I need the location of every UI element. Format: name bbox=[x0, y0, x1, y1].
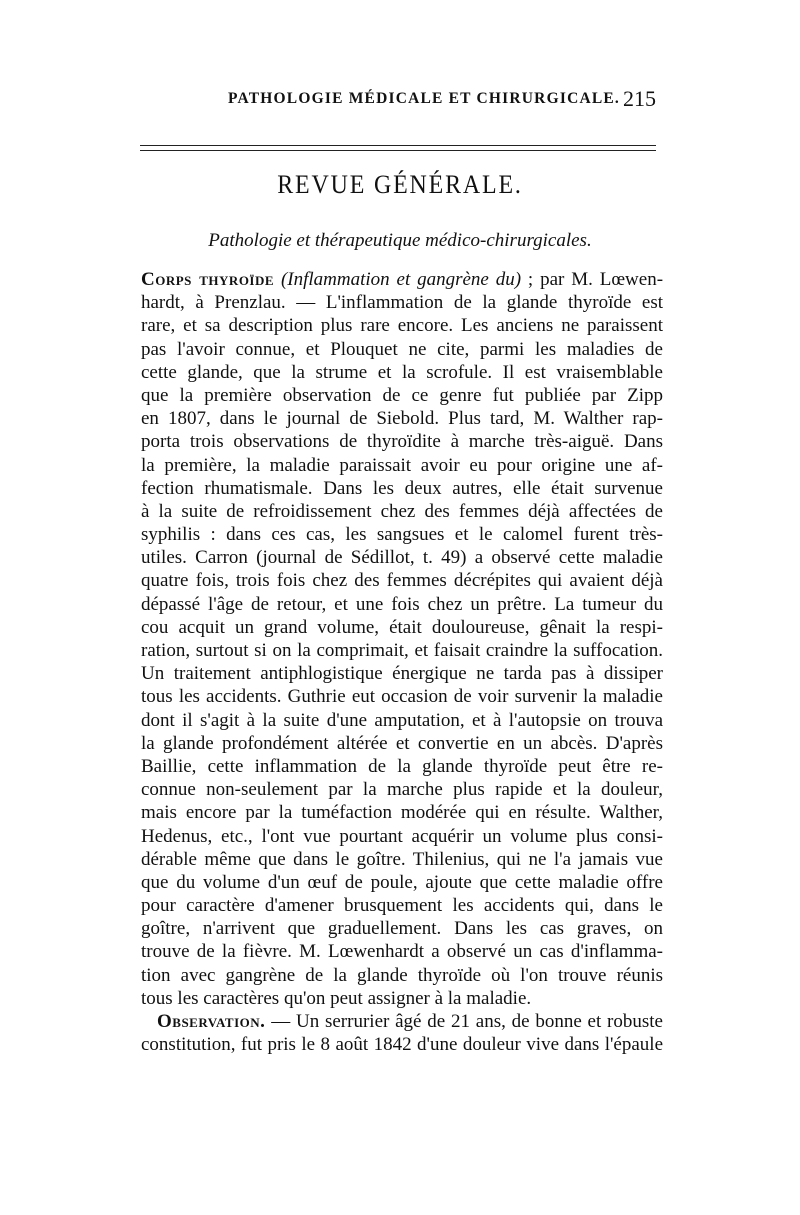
text-line: ration, surtout si on la comprimait, et faisait craindre la suffocation. bbox=[141, 640, 663, 661]
text-line: dépassé l'âge de retour, et une fois chez un prêtre. La tumeur du bbox=[141, 593, 663, 615]
observation-first-line bbox=[141, 1010, 663, 1033]
text-line: cette glande, que la strume et la scrofule. Il est vraisemblable bbox=[141, 361, 663, 383]
running-title: PATHOLOGIE MÉDICALE ET CHIRURGICALE. bbox=[228, 90, 621, 107]
article-lead-term: Corps thyroïde bbox=[141, 269, 275, 290]
section-subtitle: Pathologie et thérapeutique médico-chirurgicales. bbox=[208, 230, 592, 251]
text-line: mais encore par la tuméfaction modérée qui en résulte. Walther, bbox=[141, 802, 663, 824]
observation-lead-term: Observation. bbox=[157, 1011, 266, 1032]
header-rule-top bbox=[140, 145, 656, 146]
text-line: syphilis : dans ces cas, les sangsues et le calomel furent très- bbox=[141, 524, 663, 546]
text-line: la glande profondément altérée et convertie en un abcès. D'après bbox=[141, 732, 663, 754]
text-line: constitution, fut pris le 8 août 1842 d'une douleur vive dans l'épaule bbox=[141, 1034, 663, 1056]
text-line: connue non-seulement par la marche plus rapide et la douleur, bbox=[141, 779, 663, 801]
article-lead-rest: ; par M. Lœwen- bbox=[521, 269, 664, 290]
text-line: que du volume d'un œuf de poule, ajoute que cette maladie offre bbox=[141, 871, 663, 893]
text-line: cou acquit un grand volume, était douloureuse, gênait la respi- bbox=[141, 616, 663, 638]
text-line: dérable même que dans le goître. Thilenius, qui ne l'a jamais vue bbox=[141, 848, 663, 870]
text-line: goître, n'arrivent que graduellement. Dans les cas graves, on bbox=[141, 918, 663, 940]
text-line: tous les accidents. Guthrie eut occasion de voir survenir la maladie bbox=[141, 686, 663, 708]
text-line: utiles. Carron (journal de Sédillot, t. 49) a observé cette maladie bbox=[141, 547, 663, 569]
body-text bbox=[141, 268, 663, 1056]
text-line: Baillie, cette inflammation de la glande thyroïde peut être re- bbox=[141, 755, 663, 777]
text-line: à la suite de refroidissement chez des femmes déjà affectées de bbox=[141, 500, 663, 522]
observation-lead-rest: — Un serrurier âgé de 21 ans, de bonne et robuste bbox=[265, 1011, 663, 1032]
text-line: hardt, à Prenzlau. — L'inflammation de la glande thyroïde est bbox=[141, 292, 663, 314]
text-line: pour caractère d'amener brusquement les accidents qui, dans le bbox=[141, 895, 663, 917]
text-line: dont il s'agit à la suite d'une amputation, et à l'autopsie on trouva bbox=[141, 709, 663, 731]
article-first-line bbox=[141, 268, 663, 291]
header-rule-bottom bbox=[140, 150, 656, 151]
text-line: fection rhumatismale. Dans les deux autres, elle était survenue bbox=[141, 477, 663, 499]
page-number: 215 bbox=[623, 86, 656, 111]
article-lead-title: (Inflammation et gangrène du) bbox=[280, 269, 522, 290]
text-line: tion avec gangrène de la glande thyroïde où l'on trouve réunis bbox=[141, 964, 663, 986]
text-line: quatre fois, trois fois chez des femmes décrépites qui avaient déjà bbox=[141, 570, 663, 592]
text-line: la première, la maladie paraissait avoir eu pour origine une af- bbox=[141, 454, 663, 476]
section-title: REVUE GÉNÉRALE. bbox=[277, 170, 523, 199]
text-line: Un traitement antiphlogistique énergique ne tarda pas à dissiper bbox=[141, 663, 663, 685]
text-line: rare, et sa description plus rare encore. Les anciens ne paraissent bbox=[141, 315, 663, 337]
text-line: porta trois observations de thyroïdite à marche très-aiguë. Dans bbox=[141, 431, 663, 453]
text-line: en 1807, dans le journal de Siebold. Plus tard, M. Walther rap- bbox=[141, 408, 663, 430]
text-line: tous les caractères qu'on peut assigner à la maladie. bbox=[141, 987, 532, 1009]
running-head bbox=[140, 86, 660, 116]
text-line: Hedenus, etc., l'ont vue pourtant acquérir un volume plus consi- bbox=[141, 825, 663, 847]
text-line: pas l'avoir connue, et Plouquet ne cite, parmi les maladies de bbox=[141, 338, 663, 360]
text-line: que la première observation de ce genre fut publiée par Zipp bbox=[141, 384, 663, 406]
text-line: trouve de la fièvre. M. Lœwenhardt a observé un cas d'inflamma- bbox=[141, 941, 663, 963]
